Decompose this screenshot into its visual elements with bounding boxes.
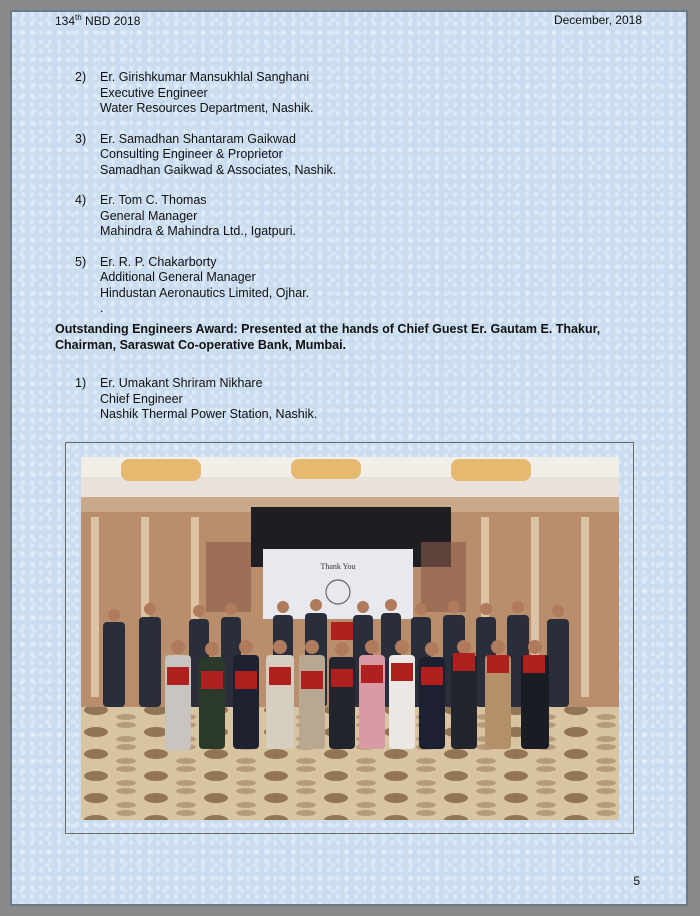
- list-item: 4) Er. Tom C. Thomas General Manager Mahindra & Mahindra Ltd., Igatpuri.: [75, 193, 336, 240]
- awardee-name: Er. Tom C. Thomas: [100, 193, 207, 207]
- awardee-org: Water Resources Department, Nashik.: [100, 101, 314, 115]
- awardee-list-top: [75, 70, 336, 317]
- awardee-org: Hindustan Aeronautics Limited, Ojhar.: [100, 285, 310, 300]
- awardee-name: Er. Umakant Shriram Nikhare: [100, 376, 263, 390]
- screen-text: Thank You: [320, 562, 356, 571]
- list-item: 3) Er. Samadhan Shantaram Gaikwad Consulting Engineer & Proprietor Samadhan Gaikwad & Associates, Nashik.: [75, 131, 337, 177]
- awardee-title: Executive Engineer: [100, 85, 208, 100]
- awardee-org: Mahindra & Mahindra Ltd., Igatpuri.: [100, 224, 296, 238]
- stray-dot: .: [100, 301, 104, 315]
- list-item: 5) Er. R. P. Chakarborty Additional General Manager Hindustan Aeronautics Limited, Ojhar. .: [75, 255, 336, 317]
- page-number: 5: [633, 874, 640, 888]
- awardee-org: Samadhan Gaikwad & Associates, Nashik.: [100, 162, 337, 177]
- awardee-list-bottom: [75, 376, 317, 423]
- list-item: 2) Er. Girishkumar Mansukhlal Sanghani Executive Engineer Water Resources Department, Nashik.: [75, 70, 336, 117]
- awardee-name: Er. R. P. Chakarborty: [100, 254, 217, 269]
- awardee-org: Nashik Thermal Power Station, Nashik.: [100, 407, 318, 421]
- awardee-title: Chief Engineer: [100, 391, 183, 406]
- awardee-title: General Manager: [100, 208, 198, 223]
- award-heading: Outstanding Engineers Award: Presented at the hands of Chief Guest Er. Gautam E. Thakur, Chairman, Saraswat Co-operative Bank, Mumbai.: [55, 322, 601, 352]
- group-photo: [81, 457, 619, 820]
- list-item: 1) Er. Umakant Shriram Nikhare Chief Engineer Nashik Thermal Power Station, Nashik.: [75, 376, 318, 421]
- header-date: December, 2018: [553, 13, 642, 27]
- awardee-name: Er. Samadhan Shantaram Gaikwad: [100, 131, 296, 146]
- chandelier-icon: [121, 459, 531, 481]
- awardee-title: Additional General Manager: [100, 270, 256, 284]
- awardee-title: Consulting Engineer & Proprietor: [100, 147, 283, 161]
- header-edition: 134th NBD 2018: [55, 13, 141, 28]
- awardee-name: Er. Girishkumar Mansukhlal Sanghani: [100, 70, 310, 84]
